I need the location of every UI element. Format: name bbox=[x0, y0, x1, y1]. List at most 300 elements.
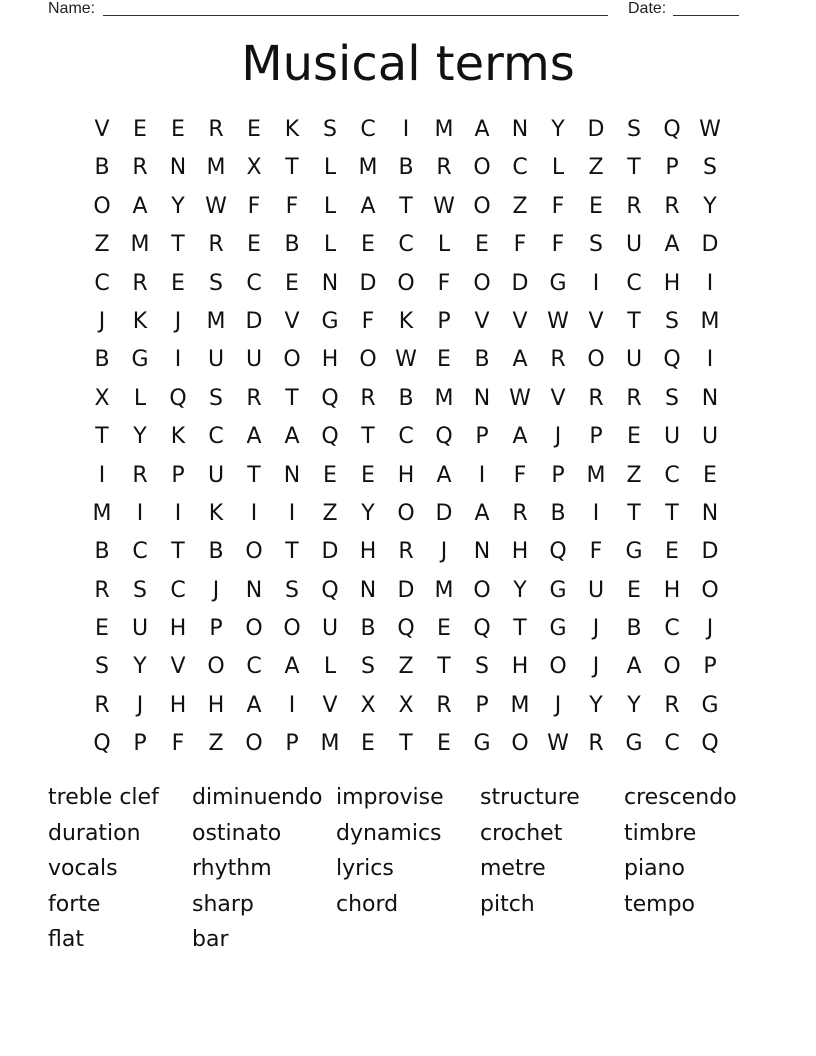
grid-letter: O bbox=[245, 731, 263, 757]
grid-letter: L bbox=[323, 232, 337, 258]
grid-letter: R bbox=[664, 193, 680, 219]
grid-row bbox=[83, 265, 729, 303]
grid-letter: M bbox=[130, 232, 150, 258]
grid-row bbox=[83, 457, 729, 495]
grid-letter: N bbox=[283, 462, 301, 488]
grid-letter: H bbox=[321, 347, 339, 373]
grid-letter: T bbox=[171, 539, 185, 565]
grid-letter: R bbox=[360, 385, 376, 411]
grid-letter: E bbox=[323, 462, 337, 488]
grid-letter: Z bbox=[588, 155, 604, 181]
grid-letter: Z bbox=[626, 462, 642, 488]
grid-letter: H bbox=[511, 539, 529, 565]
word-list-item: tempo bbox=[624, 891, 696, 917]
grid-letter: R bbox=[512, 500, 528, 526]
grid-letter: S bbox=[361, 654, 375, 680]
grid-letter: I bbox=[592, 270, 600, 296]
grid-row bbox=[83, 303, 729, 341]
grid-letter: Q bbox=[473, 616, 491, 642]
grid-letter: M bbox=[206, 308, 226, 334]
grid-letter: S bbox=[285, 577, 299, 603]
grid-letter: H bbox=[169, 616, 187, 642]
grid-letter: P bbox=[133, 731, 147, 757]
grid-letter: O bbox=[587, 347, 605, 373]
grid-letter: E bbox=[361, 232, 375, 258]
grid-letter: R bbox=[398, 539, 414, 565]
grid-letter: O bbox=[245, 539, 263, 565]
word-list-item: pitch bbox=[480, 891, 535, 917]
grid-letter: G bbox=[549, 616, 567, 642]
grid-letter: Z bbox=[208, 731, 224, 757]
grid-letter: J bbox=[706, 616, 714, 642]
grid-letter: J bbox=[440, 539, 448, 565]
grid-letter: A bbox=[512, 347, 528, 373]
grid-letter: U bbox=[625, 347, 643, 373]
grid-letter: Q bbox=[321, 577, 339, 603]
grid-letter: Q bbox=[701, 731, 719, 757]
grid-letter: E bbox=[627, 577, 641, 603]
grid-letter: Q bbox=[321, 385, 339, 411]
grid-letter: O bbox=[283, 347, 301, 373]
grid-row bbox=[83, 687, 729, 725]
word-list-item: ostinato bbox=[192, 820, 282, 846]
grid-letter: K bbox=[132, 308, 148, 334]
word-list-item: flat bbox=[48, 927, 84, 952]
grid-letter: P bbox=[703, 654, 717, 680]
grid-letter: B bbox=[208, 539, 224, 565]
grid-letter: R bbox=[208, 117, 224, 142]
grid-letter: Z bbox=[94, 232, 110, 258]
word-list-item: diminuendo bbox=[192, 785, 323, 810]
grid-letter: A bbox=[512, 424, 528, 450]
grid-letter: A bbox=[474, 500, 490, 526]
grid-letter: C bbox=[398, 232, 414, 258]
grid-letter: E bbox=[437, 616, 451, 642]
grid-letter: W bbox=[699, 117, 721, 142]
grid-letter: U bbox=[701, 424, 719, 450]
grid-letter: D bbox=[587, 117, 605, 142]
grid-letter: D bbox=[701, 539, 719, 565]
grid-letter: O bbox=[245, 616, 263, 642]
grid-letter: A bbox=[284, 424, 300, 450]
grid-letter: Y bbox=[513, 577, 527, 603]
grid-letter: A bbox=[284, 654, 300, 680]
grid-letter: I bbox=[706, 347, 714, 373]
grid-letter: A bbox=[246, 424, 262, 450]
grid-letter: D bbox=[511, 270, 529, 296]
grid-letter: E bbox=[437, 731, 451, 757]
word-list-item: piano bbox=[624, 856, 685, 881]
grid-letter: U bbox=[131, 616, 149, 642]
grid-letter: V bbox=[512, 308, 528, 334]
grid-letter: C bbox=[94, 270, 110, 296]
grid-letter: F bbox=[171, 731, 185, 757]
grid-letter: N bbox=[701, 500, 719, 526]
word-list-item: crescendo bbox=[624, 785, 737, 810]
grid-letter: C bbox=[626, 270, 642, 296]
grid-letter: H bbox=[169, 692, 187, 718]
grid-letter: O bbox=[473, 193, 491, 219]
grid-letter: T bbox=[95, 424, 109, 450]
grid-letter: G bbox=[625, 731, 643, 757]
grid-letter: G bbox=[625, 539, 643, 565]
grid-letter: J bbox=[174, 308, 182, 334]
grid-letter: T bbox=[171, 232, 185, 258]
grid-letter: F bbox=[361, 308, 375, 334]
grid-letter: O bbox=[511, 731, 529, 757]
header bbox=[48, 0, 748, 22]
grid-letter: B bbox=[626, 616, 642, 642]
grid-letter: M bbox=[320, 731, 340, 757]
grid-letter: F bbox=[551, 193, 565, 219]
grid-letter: Y bbox=[589, 692, 603, 718]
grid-letter: C bbox=[398, 424, 414, 450]
grid-letter: T bbox=[513, 616, 527, 642]
grid-letter: E bbox=[247, 232, 261, 258]
grid-letter: O bbox=[283, 616, 301, 642]
grid-letter: S bbox=[589, 232, 603, 258]
grid-letter: C bbox=[512, 155, 528, 181]
grid-letter: S bbox=[703, 155, 717, 181]
grid-letter: T bbox=[285, 385, 299, 411]
grid-letter: F bbox=[437, 270, 451, 296]
grid-letter: Q bbox=[663, 347, 681, 373]
grid-letter: G bbox=[549, 577, 567, 603]
word-list-item: dynamics bbox=[336, 820, 442, 846]
grid-letter: Q bbox=[169, 385, 187, 411]
grid-letter: U bbox=[587, 577, 605, 603]
grid-letter: Z bbox=[322, 500, 338, 526]
grid-letter: D bbox=[359, 270, 377, 296]
grid-row bbox=[83, 495, 729, 533]
grid-letter: M bbox=[206, 155, 226, 181]
grid-letter: L bbox=[323, 193, 337, 219]
grid-letter: V bbox=[588, 308, 604, 334]
grid-letter: U bbox=[663, 424, 681, 450]
grid-letter: J bbox=[592, 616, 600, 642]
grid-letter: E bbox=[437, 347, 451, 373]
grid-letter: F bbox=[247, 193, 261, 219]
grid-letter: E bbox=[247, 117, 261, 142]
grid-letter: K bbox=[284, 117, 300, 142]
grid-letter: U bbox=[625, 232, 643, 258]
grid-letter: N bbox=[321, 270, 339, 296]
grid-letter: P bbox=[171, 462, 185, 488]
word-list-item: chord bbox=[336, 891, 399, 917]
grid-letter: Q bbox=[663, 117, 681, 142]
page-title: Musical terms bbox=[241, 36, 575, 92]
word-list-item: lyrics bbox=[336, 856, 394, 881]
grid-letter: Y bbox=[627, 692, 641, 718]
grid-letter: R bbox=[208, 232, 224, 258]
grid-letter: J bbox=[136, 692, 144, 718]
grid-letter: R bbox=[664, 692, 680, 718]
grid-letter: V bbox=[322, 692, 338, 718]
grid-letter: Q bbox=[321, 424, 339, 450]
name-label: Name: bbox=[48, 0, 96, 17]
grid-letter: I bbox=[174, 347, 182, 373]
grid-letter: F bbox=[285, 193, 299, 219]
grid-letter: D bbox=[435, 500, 453, 526]
grid-letter: H bbox=[663, 577, 681, 603]
grid-letter: J bbox=[212, 577, 220, 603]
grid-letter: A bbox=[664, 232, 680, 258]
grid-letter: D bbox=[321, 539, 339, 565]
grid-letter: S bbox=[133, 577, 147, 603]
word-list-item: metre bbox=[480, 856, 546, 881]
word-list-item: vocals bbox=[48, 856, 118, 881]
grid-letter: H bbox=[359, 539, 377, 565]
grid-row bbox=[83, 533, 729, 571]
grid-letter: C bbox=[170, 577, 186, 603]
grid-letter: O bbox=[397, 270, 415, 296]
grid-letter: R bbox=[94, 577, 110, 603]
grid-letter: P bbox=[437, 308, 451, 334]
grid-letter: M bbox=[434, 577, 454, 603]
grid-letter: O bbox=[473, 270, 491, 296]
grid-letter: T bbox=[361, 424, 375, 450]
grid-letter: X bbox=[94, 385, 110, 411]
grid-letter: R bbox=[132, 270, 148, 296]
grid-row bbox=[83, 610, 729, 648]
grid-letter: O bbox=[701, 577, 719, 603]
grid-row bbox=[83, 226, 729, 264]
grid-letter: O bbox=[207, 654, 225, 680]
word-list-item: treble clef bbox=[48, 785, 159, 810]
grid-letter: E bbox=[665, 539, 679, 565]
grid-letter: T bbox=[285, 539, 299, 565]
grid-letter: I bbox=[98, 462, 106, 488]
grid-letter: N bbox=[701, 385, 719, 411]
grid-letter: O bbox=[663, 654, 681, 680]
grid-letter: T bbox=[247, 462, 261, 488]
grid-letter: A bbox=[474, 117, 490, 142]
grid-letter: O bbox=[397, 500, 415, 526]
grid-letter: F bbox=[513, 232, 527, 258]
grid-letter: I bbox=[592, 500, 600, 526]
grid-letter: Y bbox=[171, 193, 185, 219]
grid-letter: Y bbox=[551, 117, 565, 142]
grid-letter: H bbox=[663, 270, 681, 296]
grid-letter: T bbox=[285, 155, 299, 181]
grid-letter: C bbox=[664, 462, 680, 488]
grid-letter: M bbox=[92, 500, 112, 526]
grid-letter: H bbox=[511, 654, 529, 680]
grid-letter: V bbox=[170, 654, 186, 680]
grid-letter: N bbox=[169, 155, 187, 181]
grid-letter: T bbox=[627, 308, 641, 334]
word-list bbox=[48, 780, 768, 958]
grid-letter: M bbox=[358, 155, 378, 181]
grid-letter: E bbox=[285, 270, 299, 296]
grid-letter: E bbox=[475, 232, 489, 258]
grid-letter: D bbox=[397, 577, 415, 603]
grid-letter: B bbox=[550, 500, 566, 526]
grid-letter: G bbox=[549, 270, 567, 296]
word-list-item: timbre bbox=[624, 820, 697, 846]
grid-letter: Q bbox=[549, 539, 567, 565]
grid-letter: J bbox=[98, 308, 106, 334]
grid-letter: S bbox=[475, 654, 489, 680]
grid-row bbox=[83, 111, 729, 149]
grid-letter: G bbox=[321, 308, 339, 334]
grid-letter: Z bbox=[398, 654, 414, 680]
grid-letter: M bbox=[510, 692, 530, 718]
grid-letter: V bbox=[94, 117, 110, 142]
grid-letter: R bbox=[94, 692, 110, 718]
grid-letter: C bbox=[132, 539, 148, 565]
grid-letter: T bbox=[665, 500, 679, 526]
grid-letter: L bbox=[437, 232, 451, 258]
grid-letter: E bbox=[589, 193, 603, 219]
grid-letter: M bbox=[700, 308, 720, 334]
grid-letter: P bbox=[589, 424, 603, 450]
grid-letter: I bbox=[706, 270, 714, 296]
word-list-item: bar bbox=[192, 927, 229, 952]
grid-letter: C bbox=[664, 616, 680, 642]
grid-letter: S bbox=[665, 385, 679, 411]
grid-letter: P bbox=[665, 155, 679, 181]
grid-letter: T bbox=[627, 500, 641, 526]
grid-letter: N bbox=[359, 577, 377, 603]
grid-letter: K bbox=[170, 424, 186, 450]
word-list-item: rhythm bbox=[192, 856, 272, 881]
grid-letter: A bbox=[360, 193, 376, 219]
grid-letter: B bbox=[398, 385, 414, 411]
grid-letter: W bbox=[547, 731, 569, 757]
grid-letter: L bbox=[323, 654, 337, 680]
grid-letter: W bbox=[205, 193, 227, 219]
grid-letter: E bbox=[627, 424, 641, 450]
grid-letter: Q bbox=[93, 731, 111, 757]
grid-letter: R bbox=[550, 347, 566, 373]
grid-row bbox=[83, 149, 729, 187]
grid-letter: I bbox=[136, 500, 144, 526]
grid-letter: C bbox=[246, 270, 262, 296]
grid-letter: M bbox=[434, 117, 454, 142]
grid-letter: B bbox=[284, 232, 300, 258]
grid-letter: O bbox=[549, 654, 567, 680]
grid-letter: I bbox=[250, 500, 258, 526]
word-list-item: sharp bbox=[192, 891, 254, 917]
grid-letter: C bbox=[208, 424, 224, 450]
word-list-item: crochet bbox=[480, 820, 563, 846]
grid-letter: I bbox=[288, 500, 296, 526]
grid-letter: D bbox=[245, 308, 263, 334]
grid-letter: C bbox=[664, 731, 680, 757]
grid-letter: P bbox=[285, 731, 299, 757]
grid-letter: C bbox=[246, 654, 262, 680]
grid-letter: V bbox=[284, 308, 300, 334]
grid-letter: U bbox=[207, 347, 225, 373]
grid-letter: N bbox=[473, 385, 491, 411]
grid-letter: Q bbox=[435, 424, 453, 450]
grid-letter: J bbox=[554, 424, 562, 450]
date-line bbox=[673, 15, 739, 16]
grid-letter: A bbox=[436, 462, 452, 488]
grid-letter: F bbox=[551, 232, 565, 258]
grid-letter: P bbox=[475, 692, 489, 718]
grid-letter: B bbox=[398, 155, 414, 181]
grid-letter: E bbox=[133, 117, 147, 142]
grid-letter: U bbox=[321, 616, 339, 642]
grid-letter: R bbox=[436, 155, 452, 181]
grid-letter: E bbox=[95, 616, 109, 642]
grid-letter: E bbox=[703, 462, 717, 488]
grid-letter: K bbox=[208, 500, 224, 526]
grid-letter: R bbox=[132, 155, 148, 181]
grid-letter: Z bbox=[512, 193, 528, 219]
grid-letter: K bbox=[398, 308, 414, 334]
grid-letter: V bbox=[550, 385, 566, 411]
grid-letter: B bbox=[360, 616, 376, 642]
grid-letter: S bbox=[209, 385, 223, 411]
word-list-item: structure bbox=[480, 785, 580, 810]
grid-letter: T bbox=[437, 654, 451, 680]
grid-letter: L bbox=[323, 155, 337, 181]
grid-letter: O bbox=[93, 193, 111, 219]
grid-letter: R bbox=[246, 385, 262, 411]
word-list-item: forte bbox=[48, 891, 101, 917]
grid-row bbox=[83, 341, 729, 379]
grid-letter: S bbox=[323, 117, 337, 142]
grid-letter: A bbox=[626, 654, 642, 680]
grid-letter: R bbox=[588, 385, 604, 411]
grid-row bbox=[83, 380, 729, 418]
grid-letter: C bbox=[360, 117, 376, 142]
grid-letter: U bbox=[245, 347, 263, 373]
grid-letter: V bbox=[474, 308, 490, 334]
grid-letter: S bbox=[627, 117, 641, 142]
grid-letter: O bbox=[473, 155, 491, 181]
grid-letter: E bbox=[361, 731, 375, 757]
grid-letter: G bbox=[131, 347, 149, 373]
grid-letter: W bbox=[433, 193, 455, 219]
grid-letter: Y bbox=[703, 193, 717, 219]
grid-letter: W bbox=[547, 308, 569, 334]
grid-letter: G bbox=[701, 692, 719, 718]
grid-letter: R bbox=[626, 385, 642, 411]
grid-letter: S bbox=[209, 270, 223, 296]
grid-letter: N bbox=[473, 539, 491, 565]
grid-letter: M bbox=[434, 385, 454, 411]
grid-letter: I bbox=[402, 117, 410, 142]
grid-letter: R bbox=[436, 692, 452, 718]
grid-letter: A bbox=[246, 692, 262, 718]
grid-letter: U bbox=[207, 462, 225, 488]
grid-letter: N bbox=[245, 577, 263, 603]
grid-letter: O bbox=[473, 577, 491, 603]
grid-letter: B bbox=[94, 155, 110, 181]
grid-row bbox=[83, 648, 729, 686]
grid-letter: J bbox=[554, 692, 562, 718]
grid-letter: S bbox=[95, 654, 109, 680]
grid-letter: I bbox=[288, 692, 296, 718]
grid-row bbox=[83, 188, 729, 226]
grid-letter: X bbox=[360, 692, 376, 718]
grid-letter: E bbox=[361, 462, 375, 488]
grid-letter: T bbox=[399, 731, 413, 757]
grid-letter: L bbox=[551, 155, 565, 181]
grid-letter: E bbox=[171, 270, 185, 296]
grid-letter: X bbox=[398, 692, 414, 718]
grid-letter: W bbox=[509, 385, 531, 411]
date-label: Date: bbox=[628, 0, 667, 17]
grid-letter: P bbox=[209, 616, 223, 642]
letter-grid bbox=[83, 111, 729, 764]
grid-row bbox=[83, 725, 729, 763]
grid-letter: T bbox=[627, 155, 641, 181]
